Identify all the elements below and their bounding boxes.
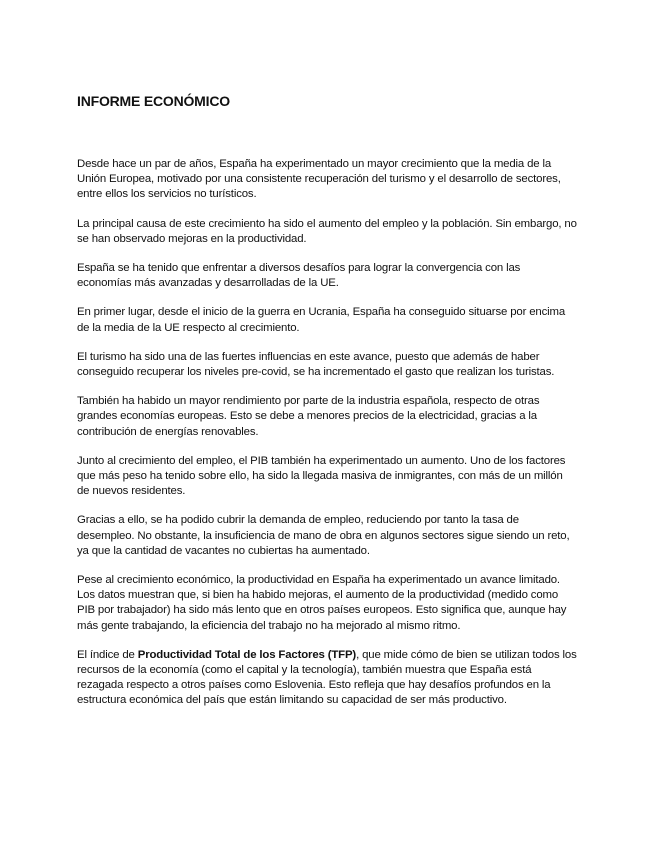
paragraph: En primer lugar, desde el inicio de la guerra en Ucrania, España ha conseguido situarse por encima de la media de la UE respecto al crecimiento. [77, 306, 566, 334]
paragraph-tfp-body: , que mide cómo de bien se utilizan todos los recursos de la economía (como el capital y la tecnología), también muestra que España está rezagada respecto a otros países como Eslovenia. Esto refleja que hay desafíos profundos en la estructura económica del país que están limitando su capacidad de ser más productivo. [77, 648, 577, 707]
tfp-term: Productividad Total de los Factores (TFP) [137, 648, 357, 661]
paragraph: España se ha tenido que enfrentar a diversos desafíos para lograr la convergencia con las economías más avanzadas y desarrolladas de la UE. [77, 262, 521, 290]
document-title: INFORME ECONÓMICO [77, 93, 230, 109]
paragraph: Pese al crecimiento económico, la productividad en España ha experimentado un avance limitado. Los datos muestran que, si bien ha habido mejoras, el aumento de la productividad (medido como PIB por trabajador) ha sido más lento que en otros países europeos. Esto significa que, aunque hay más gente trabajando, la eficiencia del trabajo no ha mejorado al mismo ritmo. [77, 574, 567, 632]
document-page [77, 92, 577, 723]
paragraph: Junto al crecimiento del empleo, el PIB también ha experimentado un aumento. Uno de los factores que más peso ha tenido sobre ello, ha sido la llegada masiva de inmigrantes, con más de un millón de nuevos residentes. [77, 454, 566, 498]
paragraph-tfp-intro: El índice de [77, 648, 138, 661]
paragraph: Gracias a ello, se ha podido cubrir la demanda de empleo, reduciendo por tanto la tasa de desempleo. No obstante, la insuficiencia de mano de obra en algunos sectores sigue siendo un reto, ya que la cantidad de vacantes no cubiertas ha aumentado. [77, 514, 570, 557]
paragraph: También ha habido un mayor rendimiento por parte de la industria española, respecto de otras grandes economías europeas. Esto se debe a menores precios de la electricidad, gracias a la contribución de energías renovables. [77, 395, 540, 438]
paragraph: La principal causa de este crecimiento ha sido el aumento del empleo y la población. Sin embargo, no se han observado mejoras en la productividad. [77, 217, 577, 245]
paragraph: El turismo ha sido una de las fuertes influencias en este avance, puesto que además de haber conseguido recuperar los niveles pre-covid, se ha incrementado el gasto que realizan los turistas. [77, 350, 555, 379]
paragraph-tfp [77, 648, 577, 709]
paragraph: Desde hace un par de años, España ha experimentado un mayor crecimiento que la media de la Unión Europea, motivado por una consistente recuperación del turismo y el desarrollo de sectores, entre ellos los servicios no turísticos. [77, 158, 561, 201]
